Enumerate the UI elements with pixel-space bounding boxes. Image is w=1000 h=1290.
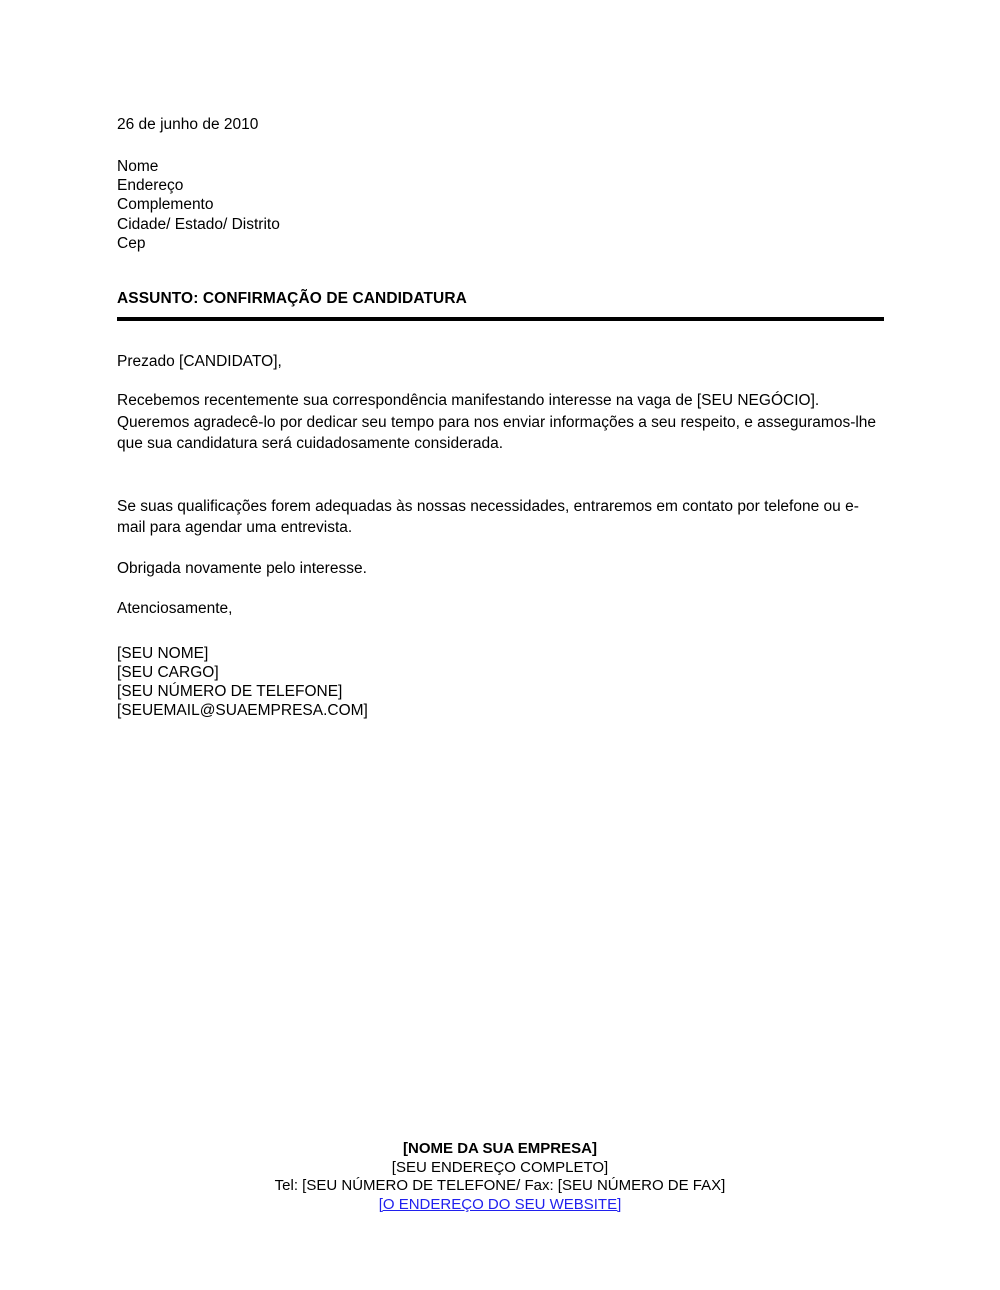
subject-section	[117, 289, 884, 321]
body-paragraph-3: Obrigada novamente pelo interesse.	[117, 559, 367, 577]
letter-date: 26 de junho de 2010	[117, 116, 259, 133]
footer-website-link[interactable]: [O ENDEREÇO DO SEU WEBSITE]	[378, 1195, 622, 1213]
recipient-address-block	[117, 157, 884, 253]
salutation: Prezado [CANDIDATO],	[117, 353, 282, 371]
signature-email: [SEUEMAIL@SUAEMPRESA.COM]	[117, 702, 368, 720]
address-line: Complemento	[117, 196, 214, 214]
letter-content	[117, 115, 884, 720]
address-line: Endereço	[117, 177, 184, 195]
address-line: Cep	[117, 234, 146, 252]
signature-name: [SEU NOME]	[117, 644, 209, 662]
footer-contact: Tel: [SEU NÚMERO DE TELEFONE/ Fax: [SEU NÚMERO DE FAX]	[274, 1177, 726, 1194]
closing-salutation: Atenciosamente,	[117, 600, 233, 618]
body-paragraph-1: Recebemos recentemente sua correspondência manifestando interesse na vaga de [SEU NEGÓCIO]. Queremos agradecê-lo por dedicar seu tempo para nos enviar informações a seu respeito, e asseguramos-lhe que sua candidatura será cuidadosamente considerada.	[117, 392, 877, 453]
signature-block	[117, 644, 884, 721]
signature-phone: [SEU NÚMERO DE TELEFONE]	[117, 682, 343, 700]
address-line: Cidade/ Estado/ Distrito	[117, 215, 280, 233]
signature-title: [SEU CARGO]	[117, 663, 219, 681]
address-line: Nome	[117, 158, 159, 175]
footer-address: [SEU ENDEREÇO COMPLETO]	[391, 1158, 609, 1176]
subject-divider-rule	[117, 317, 884, 321]
footer-company-name: [NOME DA SUA EMPRESA]	[403, 1140, 597, 1157]
subject-heading: ASSUNTO: CONFIRMAÇÃO DE CANDIDATURA	[117, 290, 467, 308]
body-paragraph-2: Se suas qualificações forem adequadas às nossas necessidades, entraremos em contato por telefone ou e-mail para agendar uma entrevista.	[117, 497, 859, 537]
page-footer	[0, 1140, 1000, 1214]
footer-website-line	[0, 1196, 1000, 1215]
